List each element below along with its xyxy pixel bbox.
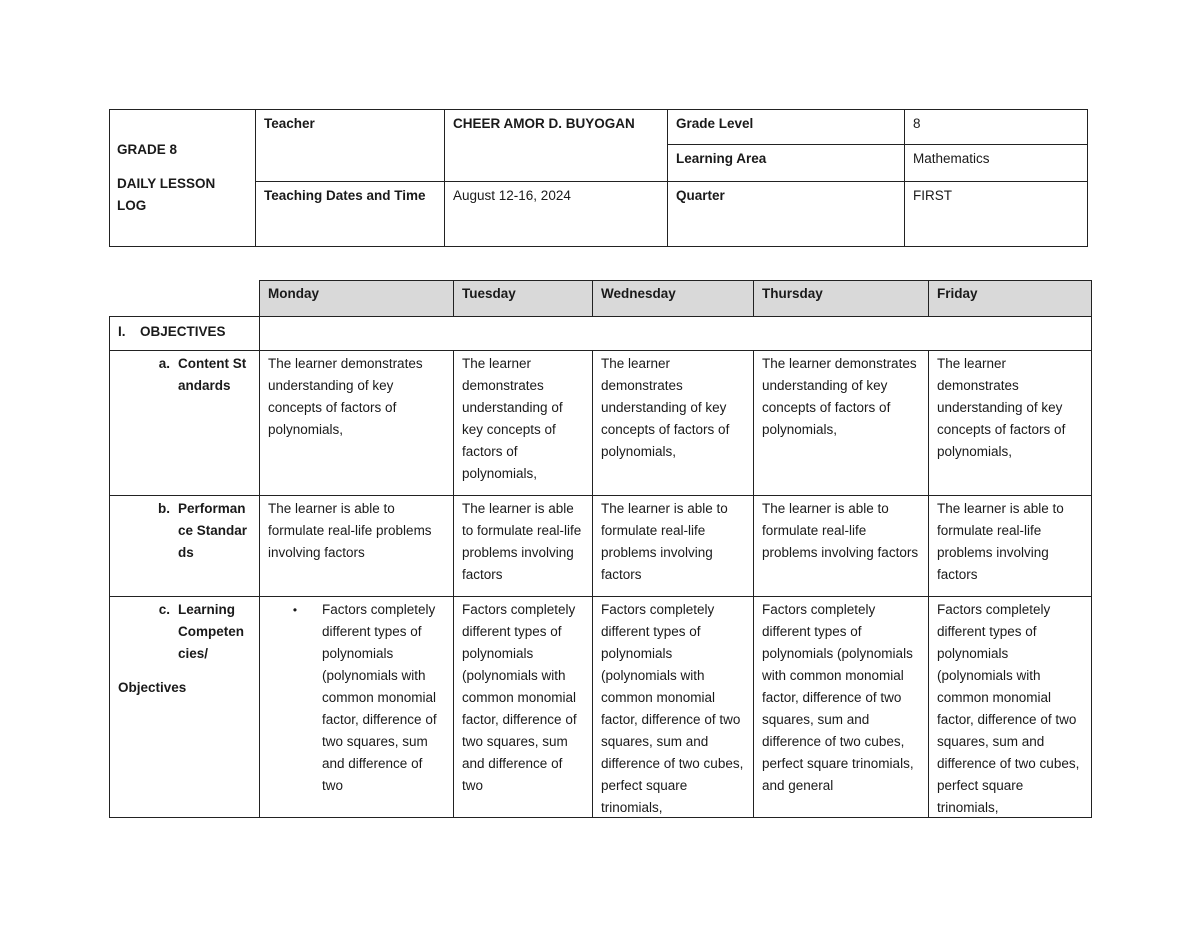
dates-value: August 12-16, 2024 — [445, 182, 668, 247]
teacher-label: Teacher — [256, 110, 445, 182]
grade-title-cell — [110, 110, 256, 247]
table-row — [110, 351, 1092, 496]
table-row — [110, 496, 1092, 597]
table-cell: The learner is able to formulate real-life problems involving factors — [260, 496, 454, 597]
row-letter: b. — [158, 501, 170, 516]
bullet-icon: • — [292, 603, 298, 617]
cell-text: Factors completely different types of polynomials (polynomials with common monomial factor, difference of two squares, sum and difference of two cubes, perfect square trinomials, — [937, 602, 1080, 815]
objectives-label — [110, 317, 260, 351]
objectives-title: OBJECTIVES — [140, 324, 226, 339]
table-cell: The learner is able to formulate real-life problems involving factors — [929, 496, 1092, 597]
cell-text: Factors completely different types of polynomials (polynomials with common monomial factor, difference of two squares, sum and difference of two cubes, perfect square trinomials, and general — [762, 602, 914, 793]
dates-label: Teaching Dates and Time — [256, 182, 445, 247]
table-cell: The learner is able to formulate real-life problems involving factors — [454, 496, 593, 597]
lesson-table — [109, 280, 1092, 818]
row-label: Performan ce Standards — [178, 501, 248, 560]
grade-level-label: Grade Level — [668, 110, 905, 145]
objectives-sublabel: Objectives — [118, 680, 187, 695]
day-friday: Friday — [929, 281, 1092, 317]
row-label: Content Standards — [178, 356, 247, 393]
quarter-value: FIRST — [905, 182, 1088, 247]
table-cell — [454, 597, 593, 818]
row-label: Learning Competen cies/ — [178, 602, 245, 661]
performance-standards-label — [110, 496, 260, 597]
day-thursday: Thursday — [754, 281, 929, 317]
table-cell — [929, 597, 1092, 818]
table-cell: The learner is able to formulate real-life problems involving factors — [754, 496, 929, 597]
table-cell — [754, 597, 929, 818]
table-cell: The learner demonstrates understanding of key concepts of factors of polynomials, — [929, 351, 1092, 496]
row-letter: a. — [158, 356, 170, 371]
teacher-value: CHEER AMOR D. BUYOGAN — [445, 110, 668, 182]
learning-competencies-label — [110, 597, 260, 818]
content-standards-label — [110, 351, 260, 496]
day-wednesday: Wednesday — [593, 281, 754, 317]
table-cell: The learner demonstrates understanding of key concepts of factors of polynomials, — [754, 351, 929, 496]
table-cell — [593, 597, 754, 818]
cell-text: Factors completely different types of polynomials (polynomials with common monomial factor, difference of two squares, sum and difference of two — [462, 602, 577, 793]
table-cell: The learner demonstrates understanding of key concepts of factors of polynomials, — [260, 351, 454, 496]
table-cell: The learner demonstrates understanding of key concepts of factors of polynomials, — [593, 351, 754, 496]
objectives-row — [110, 317, 1092, 351]
table-cell — [260, 597, 454, 818]
log-title: DAILY LESSON LOG — [117, 176, 216, 213]
table-cell: The learner demonstrates understanding of key concepts of factors of polynomials, — [454, 351, 593, 496]
grade-label: GRADE 8 — [117, 142, 178, 157]
day-header-row — [110, 281, 1092, 317]
quarter-label: Quarter — [668, 182, 905, 247]
row-letter: c. — [158, 602, 170, 617]
learning-area-value: Mathematics — [905, 145, 1088, 182]
header-table — [109, 109, 1088, 247]
bullet-text: Factors completely different types of polynomials (polynomials with common monomial factor, difference of two squares, sum and difference of two — [322, 602, 437, 793]
grade-level-value: 8 — [905, 110, 1088, 145]
objectives-num: I. — [118, 324, 126, 339]
table-row — [110, 597, 1092, 818]
day-tuesday: Tuesday — [454, 281, 593, 317]
learning-area-label: Learning Area — [668, 145, 905, 182]
corner-cell — [110, 281, 260, 317]
cell-text: Factors completely different types of polynomials (polynomials with common monomial factor, difference of two squares, sum and difference of two cubes, perfect square trinomials, — [601, 602, 744, 815]
objectives-span-cell — [260, 317, 1092, 351]
table-cell: The learner is able to formulate real-life problems involving factors — [593, 496, 754, 597]
day-monday: Monday — [260, 281, 454, 317]
